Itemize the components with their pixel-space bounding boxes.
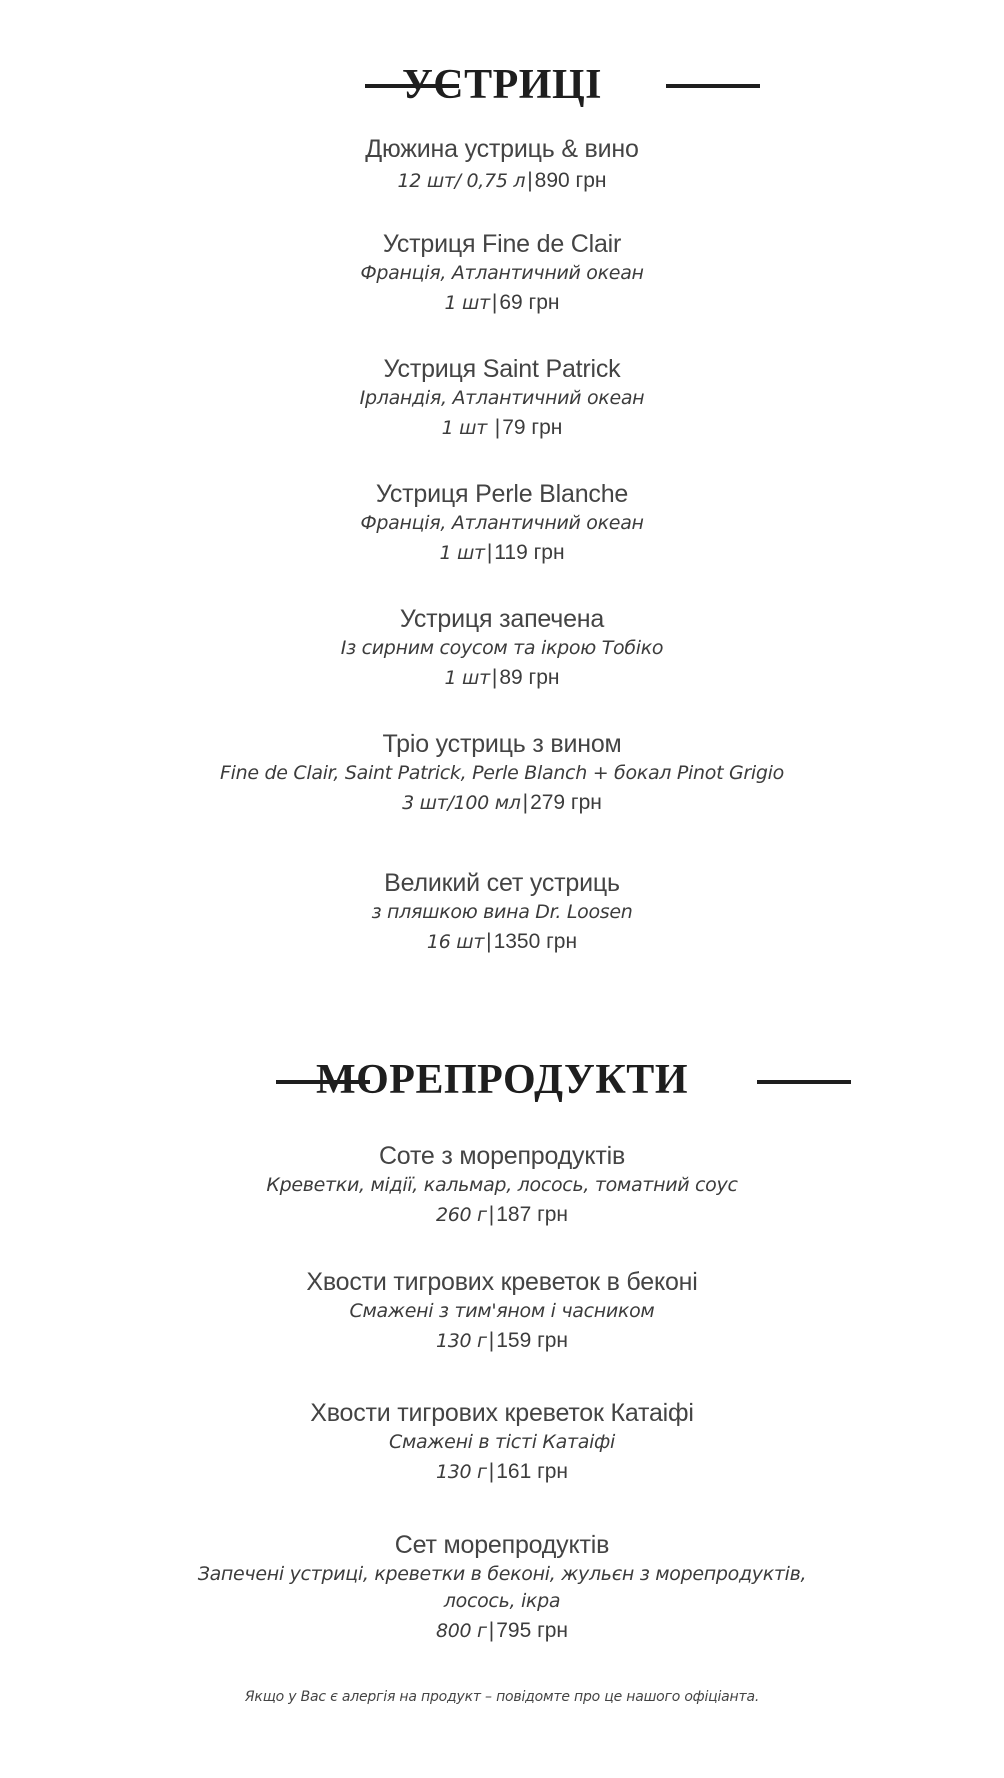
- header-rule-right: [666, 84, 760, 88]
- price-separator: |: [488, 1460, 495, 1483]
- menu-item: [0, 133, 1004, 197]
- item-price-row: [0, 787, 1004, 819]
- price-separator: |: [486, 930, 492, 953]
- item-quantity: 16 шт: [426, 931, 485, 953]
- price-separator: |: [527, 169, 533, 192]
- menu-item: [0, 353, 1004, 444]
- item-quantity: 1 шт: [441, 417, 493, 439]
- item-price-row: [0, 662, 1004, 694]
- item-quantity: 1 шт: [444, 292, 490, 314]
- item-name: Хвости тигрових креветок Катаіфі: [310, 1399, 694, 1427]
- item-price-row: [0, 1325, 1004, 1357]
- item-price-row: [0, 1456, 1004, 1488]
- item-description: Запечені устриці, креветки в беконі, жульєн з морепродуктів, лосось, ікра: [197, 1563, 807, 1612]
- menu-item: [0, 1266, 1004, 1357]
- item-price-row: [0, 1199, 1004, 1231]
- item-price-row: [0, 287, 1004, 319]
- allergy-note: Якщо у Вас є алергія на продукт – повідомте про це нашого офіціанта.: [244, 1689, 760, 1705]
- item-price: 79 грн: [502, 416, 563, 439]
- item-description: Смажені з тим'яном і часником: [349, 1300, 655, 1322]
- item-price: 187 грн: [496, 1203, 569, 1226]
- item-name: Тріо устриць з вином: [382, 730, 622, 758]
- price-separator: |: [488, 1203, 495, 1226]
- header-rule-right: [757, 1080, 851, 1084]
- item-price-row: [0, 1615, 1004, 1647]
- price-separator: |: [491, 291, 498, 314]
- menu-item: [0, 867, 1004, 958]
- item-name: Соте з морепродуктів: [378, 1142, 626, 1170]
- menu-item: [0, 1397, 1004, 1488]
- item-name: Великий сет устриць: [384, 869, 620, 897]
- item-quantity: 130 г: [435, 1330, 487, 1352]
- item-description: з пляшкою вина Dr. Loosen: [371, 901, 633, 923]
- item-price-row: [0, 412, 1004, 444]
- item-price: 119 грн: [494, 541, 565, 564]
- item-price: 161 грн: [496, 1460, 569, 1483]
- item-name: Устриця Perle Blanche: [375, 480, 629, 508]
- price-separator: |: [491, 666, 498, 689]
- item-price: 69 грн: [499, 291, 560, 314]
- item-name: Сет морепродуктів: [394, 1531, 610, 1559]
- item-price: 890 грн: [534, 169, 607, 192]
- item-name: Дюжина устриць & вино: [365, 135, 639, 163]
- item-name: Хвости тигрових креветок в беконі: [306, 1268, 698, 1296]
- item-description: Франція, Атлантичний океан: [360, 512, 644, 534]
- item-description: Fine de Clair, Saint Patrick, Perle Blanch + бокал Pinot Grigio: [220, 762, 784, 784]
- item-description: Ірландія, Атлантичний океан: [359, 387, 645, 409]
- item-description: Креветки, мідії, кальмар, лосось, томатний соус: [266, 1174, 738, 1196]
- item-quantity: 1 шт: [444, 667, 490, 689]
- price-separator: |: [494, 416, 501, 439]
- menu-item: [0, 1140, 1004, 1231]
- menu-item: [0, 728, 1004, 819]
- item-price: 89 грн: [499, 666, 560, 689]
- item-description: Смажені в тісті Катаіфі: [389, 1431, 615, 1453]
- item-quantity: 1 шт: [439, 542, 485, 564]
- price-separator: |: [488, 1619, 495, 1642]
- menu-item: [0, 228, 1004, 319]
- item-name: Устриця Saint Patrick: [383, 355, 621, 383]
- price-separator: |: [488, 1329, 495, 1352]
- section-title: УСТРИЦІ: [401, 62, 602, 108]
- item-price: 159 грн: [496, 1329, 569, 1352]
- item-description: Із сирним соусом та ікрою Тобіко: [340, 637, 664, 659]
- menu-item: [0, 603, 1004, 694]
- item-price-row: [0, 537, 1004, 569]
- item-name: Устриця запечена: [399, 605, 605, 633]
- menu-item: [0, 1529, 1004, 1647]
- price-separator: |: [522, 791, 529, 814]
- price-separator: |: [486, 541, 493, 564]
- item-price: 795 грн: [496, 1619, 569, 1642]
- item-price: 1350 грн: [493, 930, 578, 953]
- item-quantity: 12 шт/ 0,75 л: [397, 170, 526, 192]
- section-header-oysters: [0, 60, 1004, 112]
- item-price-row: [0, 165, 1004, 197]
- item-name: Устриця Fine de Clair: [382, 230, 622, 258]
- item-quantity: 3 шт/100 мл: [402, 792, 521, 814]
- item-quantity: 130 г: [435, 1461, 487, 1483]
- item-price: 279 грн: [530, 791, 602, 814]
- item-description: Франція, Атлантичний океан: [360, 262, 644, 284]
- section-header-seafood: [0, 1055, 1004, 1107]
- section-title: МОРЕПРОДУКТИ: [315, 1057, 688, 1103]
- item-price-row: [0, 926, 1004, 958]
- item-quantity: 800 г: [435, 1620, 487, 1642]
- menu-item: [0, 478, 1004, 569]
- item-quantity: 260 г: [435, 1204, 487, 1226]
